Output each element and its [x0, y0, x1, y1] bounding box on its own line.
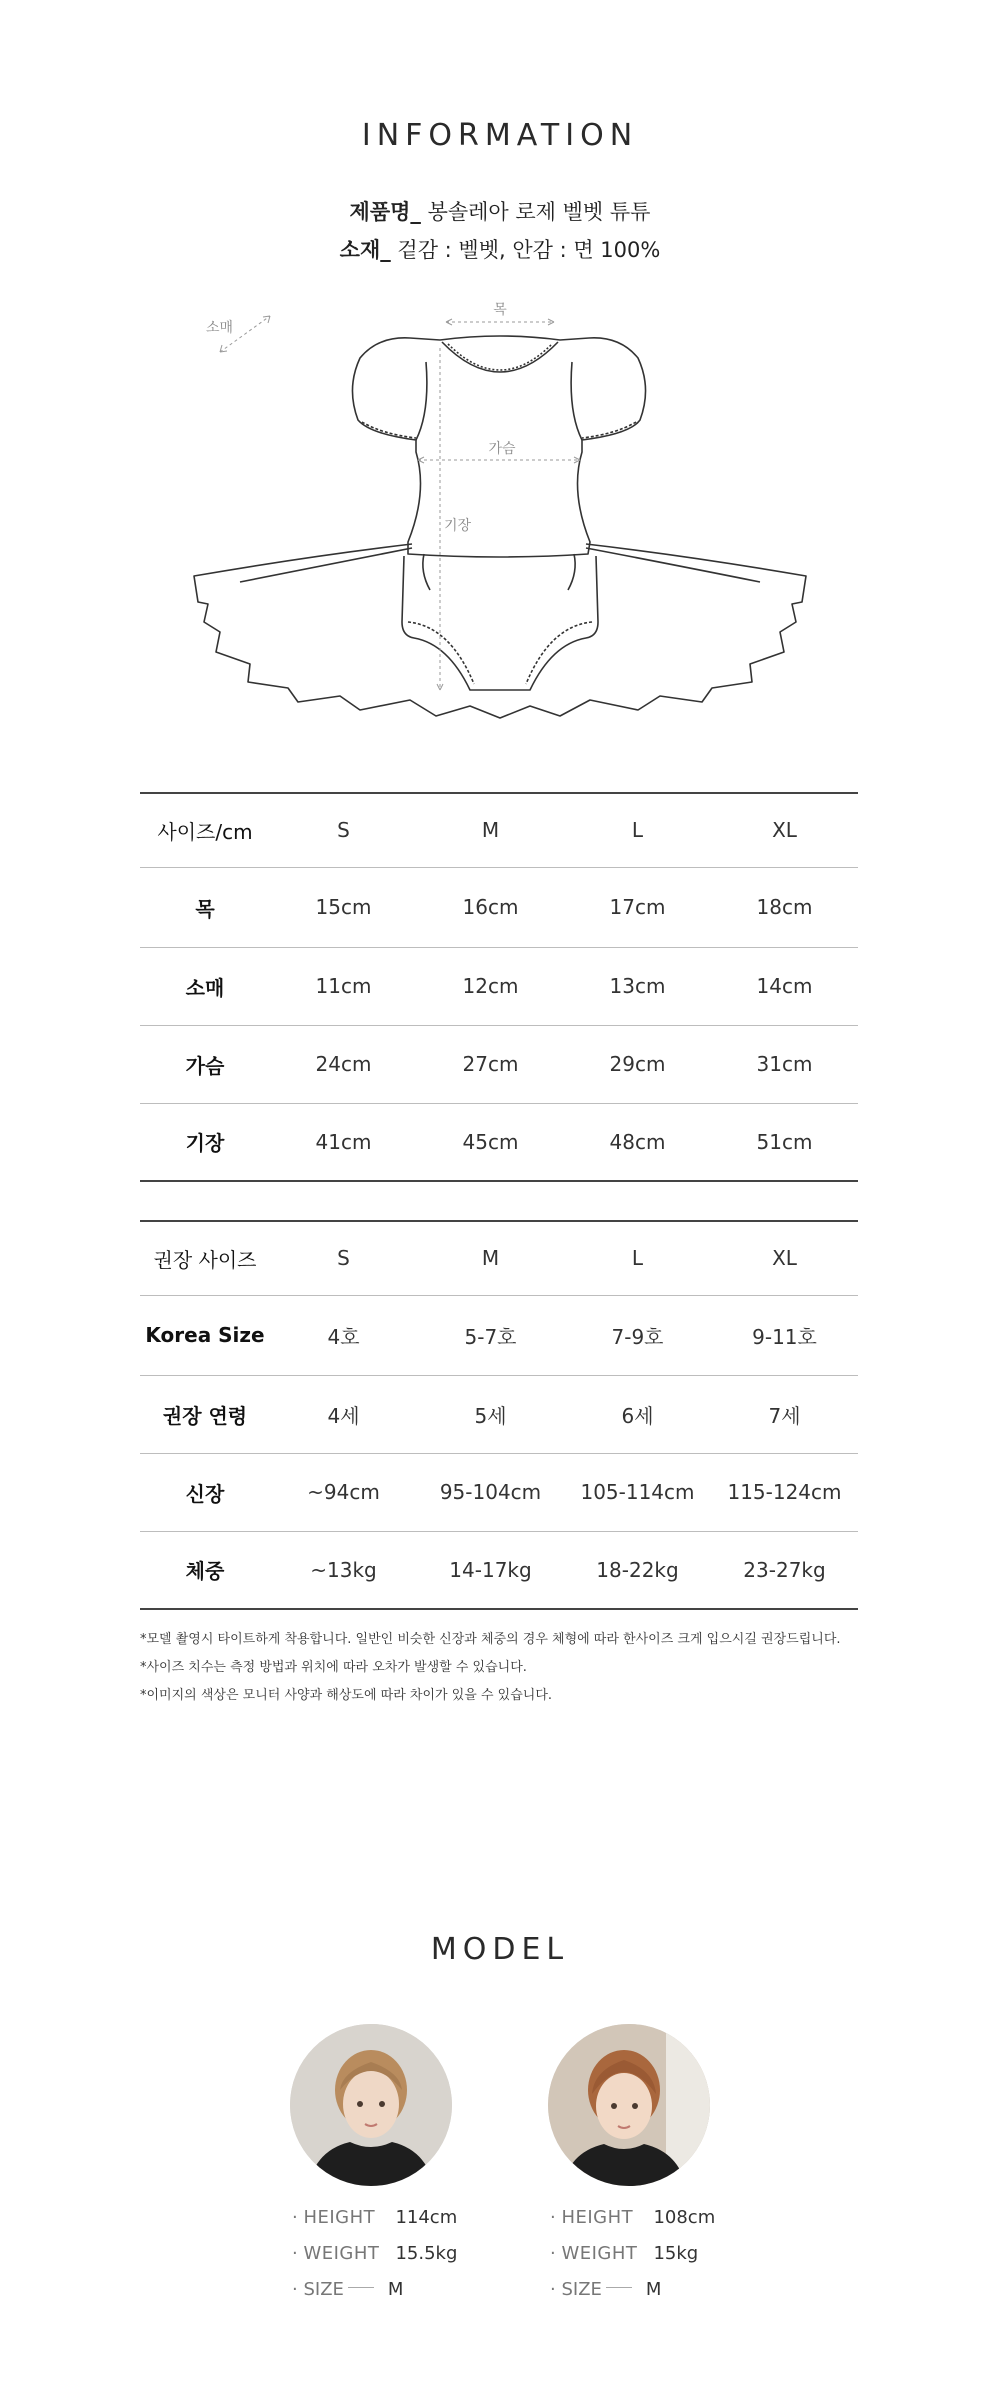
table-cell: 18-22kg [564, 1531, 711, 1609]
height-label: HEIGHT [561, 2207, 634, 2228]
table-cell: 9-11호 [711, 1295, 858, 1375]
table-row [140, 947, 858, 1025]
table-cell: 29cm [564, 1025, 711, 1103]
table-cell: 14cm [711, 947, 858, 1025]
chest-label: 가슴 [488, 441, 516, 457]
model-2-portrait [548, 2024, 710, 2186]
table-cell: 4세 [270, 1375, 417, 1453]
note-fit: *모델 촬영시 타이트하게 착용합니다. 일반인 비슷한 신장과 체중의 경우 체형에 따라 한사이즈 크게 입으시길 권장드립니다. [140, 1632, 841, 1647]
tutu-outline [194, 336, 806, 718]
table-cell: 7-9호 [564, 1295, 711, 1375]
table-cell: 18cm [711, 867, 858, 947]
header-cell: 사이즈/cm [140, 793, 270, 867]
length-label: 기장 [444, 518, 472, 534]
tutu-size-diagram [190, 292, 810, 722]
table-cell: 31cm [711, 1025, 858, 1103]
table-row [140, 1025, 858, 1103]
material-line [0, 234, 1000, 264]
note-measurement: *사이즈 치수는 측정 방법과 위치에 따라 오차가 발생할 수 있습니다. [140, 1660, 527, 1675]
table-cell: 105-114cm [564, 1453, 711, 1531]
header-cell: S [270, 793, 417, 867]
row-label: 목 [140, 867, 270, 947]
table-cell: 95-104cm [417, 1453, 564, 1531]
table-cell: 6세 [564, 1375, 711, 1453]
table-cell: 27cm [417, 1025, 564, 1103]
row-label: 가슴 [140, 1025, 270, 1103]
table-cell: 4호 [270, 1295, 417, 1375]
table-cell: 5세 [417, 1375, 564, 1453]
separator-line [348, 2287, 374, 2288]
row-label: 권장 연령 [140, 1375, 270, 1453]
header-cell: L [564, 793, 711, 867]
product-name: 봉솔레아 로제 벨벳 튜튜 [427, 200, 651, 224]
recommended-size-table [140, 1220, 858, 1610]
model-photo [290, 2024, 452, 2186]
table-row [140, 1295, 858, 1375]
table-cell: 45cm [417, 1103, 564, 1181]
table-cell: 12cm [417, 947, 564, 1025]
weight-label: WEIGHT [303, 2243, 380, 2264]
information-title: INFORMATION [361, 118, 639, 153]
product-label: 제품명_ [349, 200, 421, 224]
height-label: HEIGHT [303, 2207, 376, 2228]
table-cell: 48cm [564, 1103, 711, 1181]
neck-label: 목 [493, 302, 507, 318]
table-cell: ~94cm [270, 1453, 417, 1531]
model-height-row: · HEIGHT 114cm [292, 2200, 457, 2236]
table-cell: 13cm [564, 947, 711, 1025]
size-table-header [140, 793, 858, 867]
table-cell: ~13kg [270, 1531, 417, 1609]
table-row [140, 1453, 858, 1531]
rec-table-header [140, 1221, 858, 1295]
model-weight-row: · WEIGHT 15.5kg [292, 2236, 457, 2272]
table-cell: 7세 [711, 1375, 858, 1453]
table-cell: 15cm [270, 867, 417, 947]
material-label: 소재_ [339, 238, 391, 262]
size-value: M [387, 2279, 404, 2300]
table-row [140, 1375, 858, 1453]
row-label: 소매 [140, 947, 270, 1025]
note-color: *이미지의 색상은 모니터 사양과 해상도에 따라 차이가 있을 수 있습니다. [140, 1688, 553, 1703]
product-name-line [0, 196, 1000, 226]
header-cell: L [564, 1221, 711, 1295]
model-size-row: · SIZE M [292, 2279, 404, 2300]
table-cell: 16cm [417, 867, 564, 947]
row-label: Korea Size [140, 1295, 270, 1375]
row-label: 체중 [140, 1531, 270, 1609]
table-cell: 14-17kg [417, 1531, 564, 1609]
table-cell: 11cm [270, 947, 417, 1025]
model-size-row: · SIZE M [550, 2279, 662, 2300]
header-cell: M [417, 793, 564, 867]
model-weight-row: · WEIGHT 15kg [550, 2236, 715, 2272]
height-value: 108cm [653, 2207, 716, 2228]
size-value: M [645, 2279, 662, 2300]
table-cell: 24cm [270, 1025, 417, 1103]
sleeve-label: 소매 [206, 320, 234, 336]
header-cell: XL [711, 1221, 858, 1295]
model-photo [548, 2024, 710, 2186]
model-1-info [292, 2200, 457, 2308]
weight-label: WEIGHT [561, 2243, 638, 2264]
model-1-portrait [290, 2024, 452, 2186]
header-cell: S [270, 1221, 417, 1295]
size-label: SIZE [303, 2279, 344, 2300]
height-value: 114cm [395, 2207, 458, 2228]
size-table [140, 792, 858, 1182]
table-cell: 51cm [711, 1103, 858, 1181]
table-row [140, 1103, 858, 1181]
table-row [140, 867, 858, 947]
header-cell: 권장 사이즈 [140, 1221, 270, 1295]
measurement-guides [220, 316, 580, 690]
table-cell: 115-124cm [711, 1453, 858, 1531]
header-cell: XL [711, 793, 858, 867]
separator-line [606, 2287, 632, 2288]
row-label: 기장 [140, 1103, 270, 1181]
weight-value: 15kg [653, 2243, 699, 2264]
table-cell: 17cm [564, 867, 711, 947]
row-label: 신장 [140, 1453, 270, 1531]
model-2-info [550, 2200, 715, 2308]
model-title: MODEL [430, 1932, 570, 1967]
table-cell: 23-27kg [711, 1531, 858, 1609]
material-value: 겉감 : 벨벳, 안감 : 면 100% [397, 238, 661, 262]
table-row [140, 1531, 858, 1609]
header-cell: M [417, 1221, 564, 1295]
weight-value: 15.5kg [395, 2243, 458, 2264]
table-cell: 41cm [270, 1103, 417, 1181]
size-label: SIZE [561, 2279, 602, 2300]
table-cell: 5-7호 [417, 1295, 564, 1375]
model-height-row: · HEIGHT 108cm [550, 2200, 715, 2236]
